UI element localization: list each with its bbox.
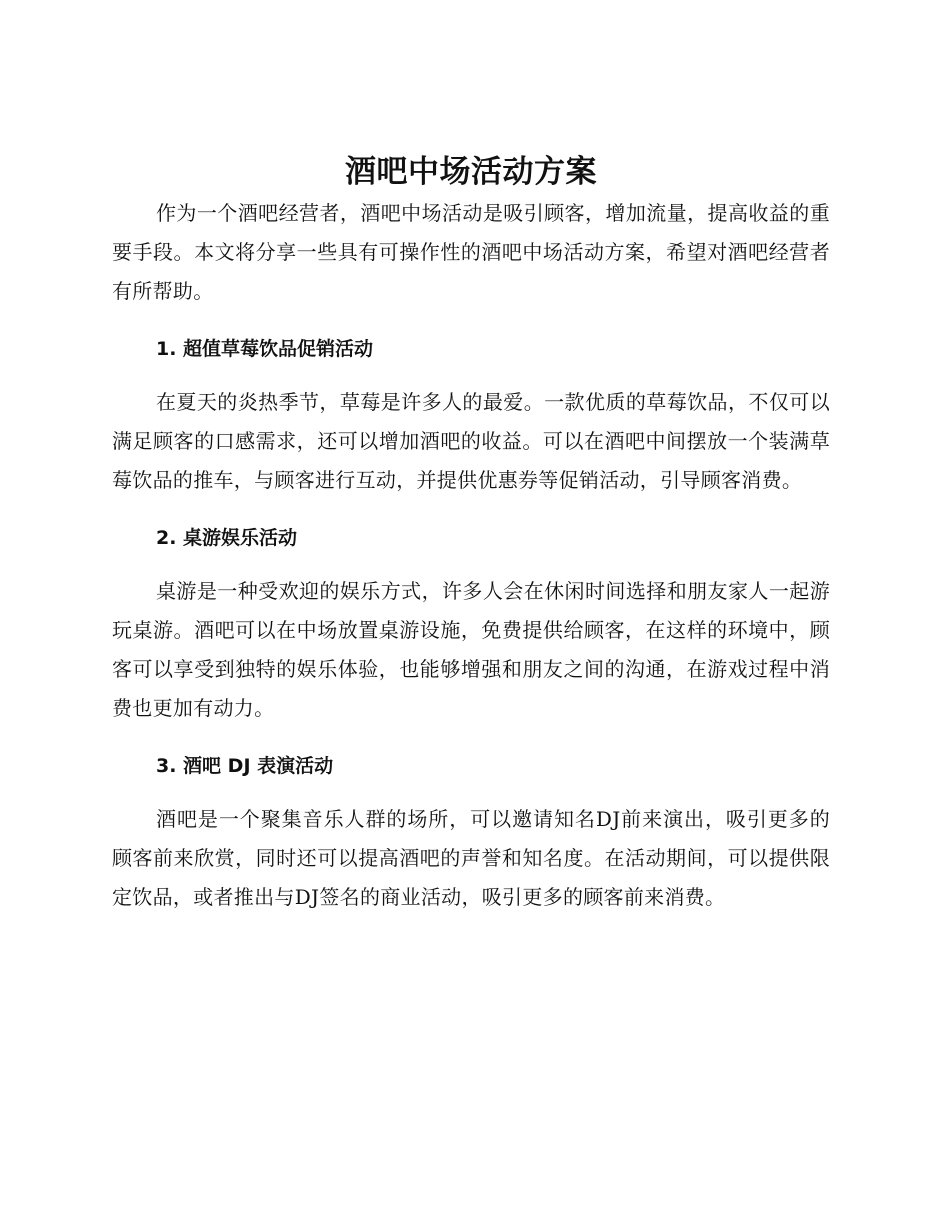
page-title: 酒吧中场活动方案 [345,154,597,190]
section-body-1: 在夏天的炎热季节，草莓是许多人的最爱。一款优质的草莓饮品，不仅可以满足顾客的口感需求，还可以增加酒吧的收益。可以在酒吧中间摆放一个装满草莓饮品的推车，与顾客进行互动，并提供优惠券等促销活动，引导顾客消费。 [112,390,830,492]
section-body-2: 桌游是一种受欢迎的娱乐方式，许多人会在休闲时间选择和朋友家人一起游玩桌游。酒吧可以在中场放置桌游设施，免费提供给顾客，在这样的环境中，顾客可以享受到独特的娱乐体验，也能够增强和朋友之间的沟通，在游戏过程中消费也更加有动力。 [112,579,830,720]
section-heading-3: 3. 酒吧 DJ 表演活动 [156,755,334,777]
section-heading-1: 1. 超值草莓饮品促销活动 [156,338,374,360]
intro-paragraph: 作为一个酒吧经营者，酒吧中场活动是吸引顾客，增加流量，提高收益的重要手段。本文将分享一些具有可操作性的酒吧中场活动方案，希望对酒吧经营者有所帮助。 [112,201,830,303]
section-body-3: 酒吧是一个聚集音乐人群的场所，可以邀请知名DJ前来演出，吸引更多的顾客前来欣赏，同时还可以提高酒吧的声誉和知名度。在活动期间，可以提供限定饮品，或者推出与DJ签名的商业活动，吸引更多的顾客前来消费。 [112,807,830,909]
section-heading-2: 2. 桌游娱乐活动 [156,527,298,549]
document-content [112,150,830,917]
